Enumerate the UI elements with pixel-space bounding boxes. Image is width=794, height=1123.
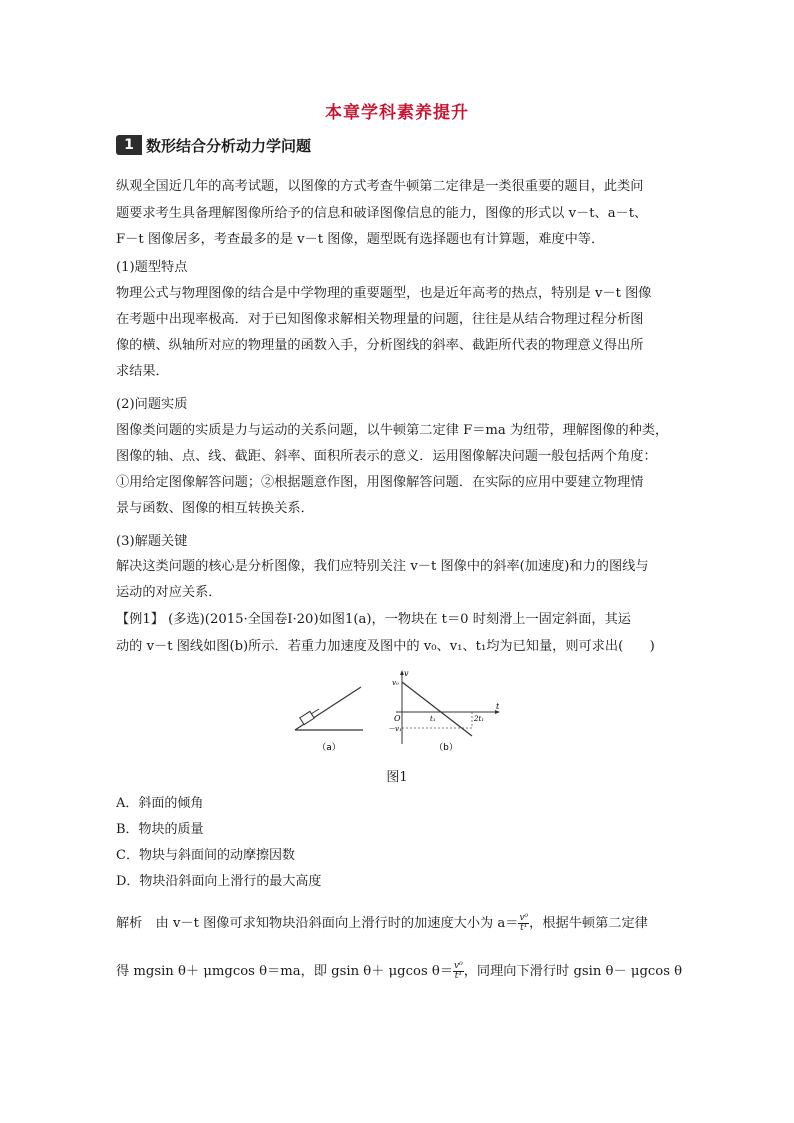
t1-label: t₁ [430, 715, 436, 723]
section-number-badge: 1 [116, 135, 142, 155]
solution-line-1 [116, 910, 680, 938]
solution-line-1-tail: ，根据牛顿第二定律 [529, 916, 648, 931]
figure-caption: 图1 [386, 770, 408, 785]
origin-label: O [394, 714, 401, 723]
body-line: 景与函数、图像的相互转换关系． [116, 501, 314, 516]
section-heading-text: 数形结合分析动力学问题 [146, 136, 312, 155]
option-d: D．物块沿斜面向上滑行的最大高度 [116, 874, 322, 889]
body-line: 像的横、纵轴所对应的物理量的函数入手，分析图线的斜率、截距所代表的物理意义得出所 [116, 338, 644, 353]
option-b: B．物块的质量 [116, 822, 204, 837]
figure-b-label: （b） [434, 743, 458, 753]
vt-line [402, 682, 472, 736]
body-line: 物理公式与物理图像的结合是中学物理的重要题型，也是近年高考的热点，特别是 v－t 图像 [116, 286, 652, 301]
body-line: 在考题中出现率极高．对于已知图像求解相关物理量的问题，往往是从结合物理过程分析图 [116, 312, 644, 327]
body-line: 求结果． [116, 364, 169, 379]
solution-line-1-text: 解析 由 v－t 图像可求知物块沿斜面向上滑行时的加速度大小为 a＝ [116, 916, 519, 931]
option-a: A．斜面的倾角 [116, 796, 204, 811]
fraction-numerator: v⁰ [519, 913, 529, 923]
fraction-denominator: t¹ [520, 923, 528, 933]
figure-b-vt-graph [388, 666, 508, 754]
v0-label: v₀ [392, 679, 399, 687]
solution-line-2 [116, 958, 683, 986]
body-line: 题要求考生具备理解图像所给予的信息和破译图像信息的能力，图像的形式以 v－t、a－t、 [116, 206, 648, 221]
body-line: 解决这类问题的核心是分析图像，我们应特别关注 v－t 图像中的斜率(加速度)和力的图线与 [116, 559, 649, 574]
option-c: C．物块与斜面间的动摩擦因数 [116, 848, 295, 863]
acceleration-fraction [453, 962, 464, 981]
example-line: 动的 v－t 图线如图(b)所示．若重力加速度及图中的 v₀、v₁、t₁均为已知量，则可求出( ) [116, 639, 655, 654]
figure-a-incline [293, 670, 373, 752]
v-axis-label: v [404, 669, 409, 678]
body-line: 纵观全国近几年的高考试题，以图像的方式考查牛顿第二定律是一类很重要的题目，此类问 [116, 179, 644, 194]
section-heading [116, 133, 311, 157]
body-line: ①用给定图像解答问题；②根据题意作图，用图像解答问题．在实际的应用中要建立物理情 [116, 475, 644, 490]
subheading-type-features: (1)题型特点 [116, 260, 188, 275]
subheading-key: (3)解题关键 [116, 534, 188, 549]
fraction-numerator: v⁰ [454, 961, 463, 971]
body-line: 图像类问题的实质是力与运动的关系问题，以牛顿第二定律 F＝ma 为纽带，理解图像的种类， [116, 423, 669, 438]
body-line: 图像的轴、点、线、截距、斜率、面积所表示的意义．运用图像解决问题一般包括两个角度： [116, 449, 657, 464]
page-title: 本章学科素养提升 [325, 103, 469, 123]
neg-v1-label: －v₁ [388, 725, 402, 733]
solution-line-2-tail: ，同理向下滑行时 gsin θ－ μgcos θ [463, 964, 683, 979]
t-axis-label: t [496, 702, 500, 711]
body-line: 运动的对应关系． [116, 585, 222, 600]
example-line: 【例1】 (多选)(2015·全国卷Ⅰ·20)如图1(a)，一物块在 t＝0 时刻滑上一固定斜面，其运 [116, 612, 631, 627]
figure-a-label: （a） [317, 743, 341, 752]
body-line: F－t 图像居多，考查最多的是 v－t 图像，题型既有选择题也有计算题，难度中等． [116, 232, 605, 247]
velocity-arrow [311, 709, 319, 714]
two-t1-label: 2t₁ [474, 715, 485, 723]
subheading-essence: (2)问题实质 [116, 397, 188, 412]
acceleration-fraction [518, 914, 529, 933]
solution-line-2-text: 得 mgsin θ＋ μmgcos θ＝ma，即 gsin θ＋ μgcos θ＝ [116, 964, 454, 979]
fraction-denominator: t¹ [454, 971, 463, 981]
